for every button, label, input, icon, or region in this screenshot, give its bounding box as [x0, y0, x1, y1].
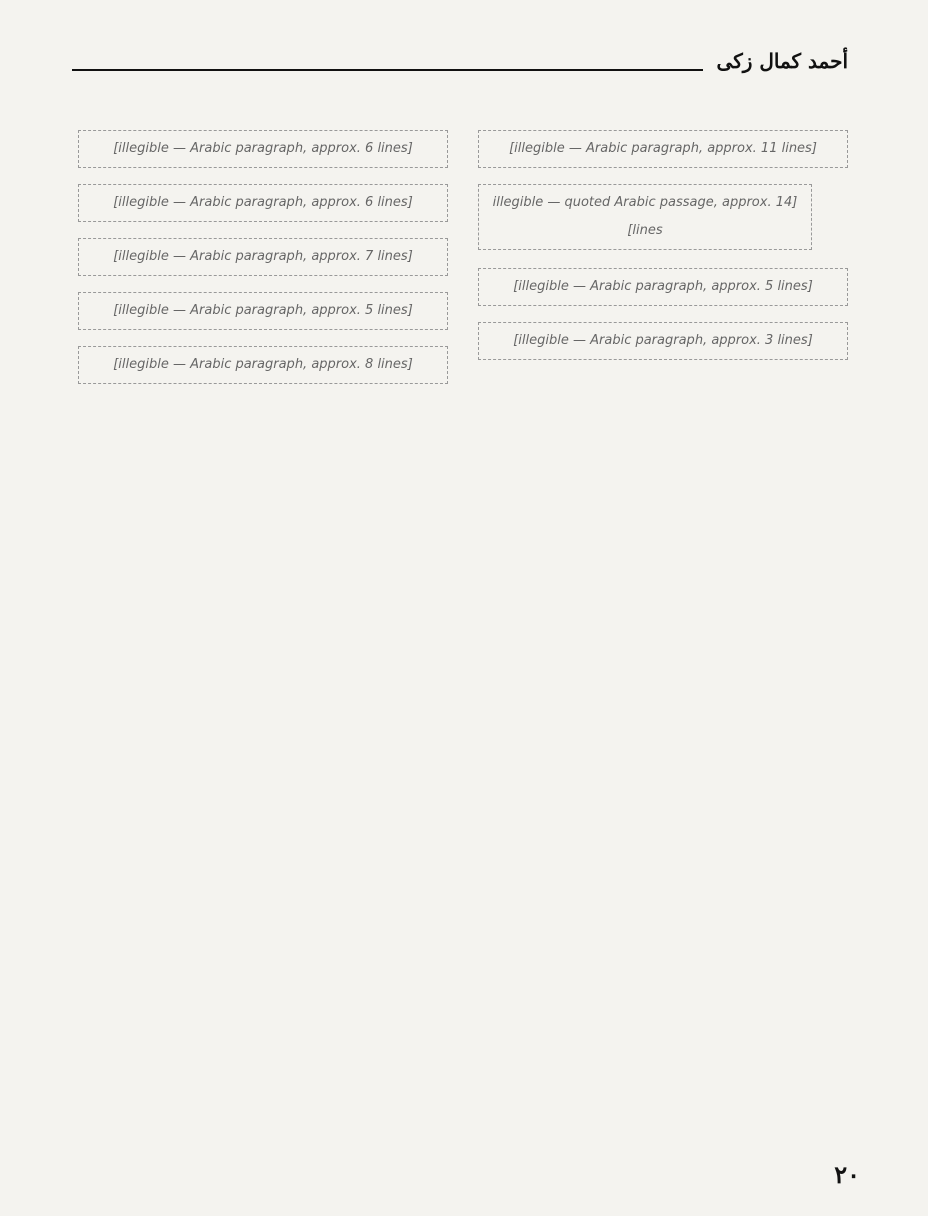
- right-quote: [illegible — quoted Arabic passage, approx. 14 lines]: [478, 184, 812, 250]
- page-number: ٢٠: [834, 1160, 860, 1189]
- left-column: [78, 130, 448, 400]
- left-paragraph-3: [illegible — Arabic paragraph, approx. 7 lines]: [78, 238, 448, 276]
- left-paragraph-5: [illegible — Arabic paragraph, approx. 8 lines]: [78, 346, 448, 384]
- running-header: [72, 44, 848, 78]
- header-author: أحمد كمال زكى: [716, 49, 848, 73]
- left-paragraph-1: [illegible — Arabic paragraph, approx. 6 lines]: [78, 130, 448, 168]
- right-paragraph-2: [illegible — Arabic paragraph, approx. 5 lines]: [478, 268, 848, 306]
- right-paragraph-3: [illegible — Arabic paragraph, approx. 3 lines]: [478, 322, 848, 360]
- header-rule: [72, 69, 703, 71]
- left-paragraph-4: [illegible — Arabic paragraph, approx. 5 lines]: [78, 292, 448, 330]
- left-paragraph-2: [illegible — Arabic paragraph, approx. 6 lines]: [78, 184, 448, 222]
- right-column: [478, 130, 848, 376]
- right-paragraph-1: [illegible — Arabic paragraph, approx. 11 lines]: [478, 130, 848, 168]
